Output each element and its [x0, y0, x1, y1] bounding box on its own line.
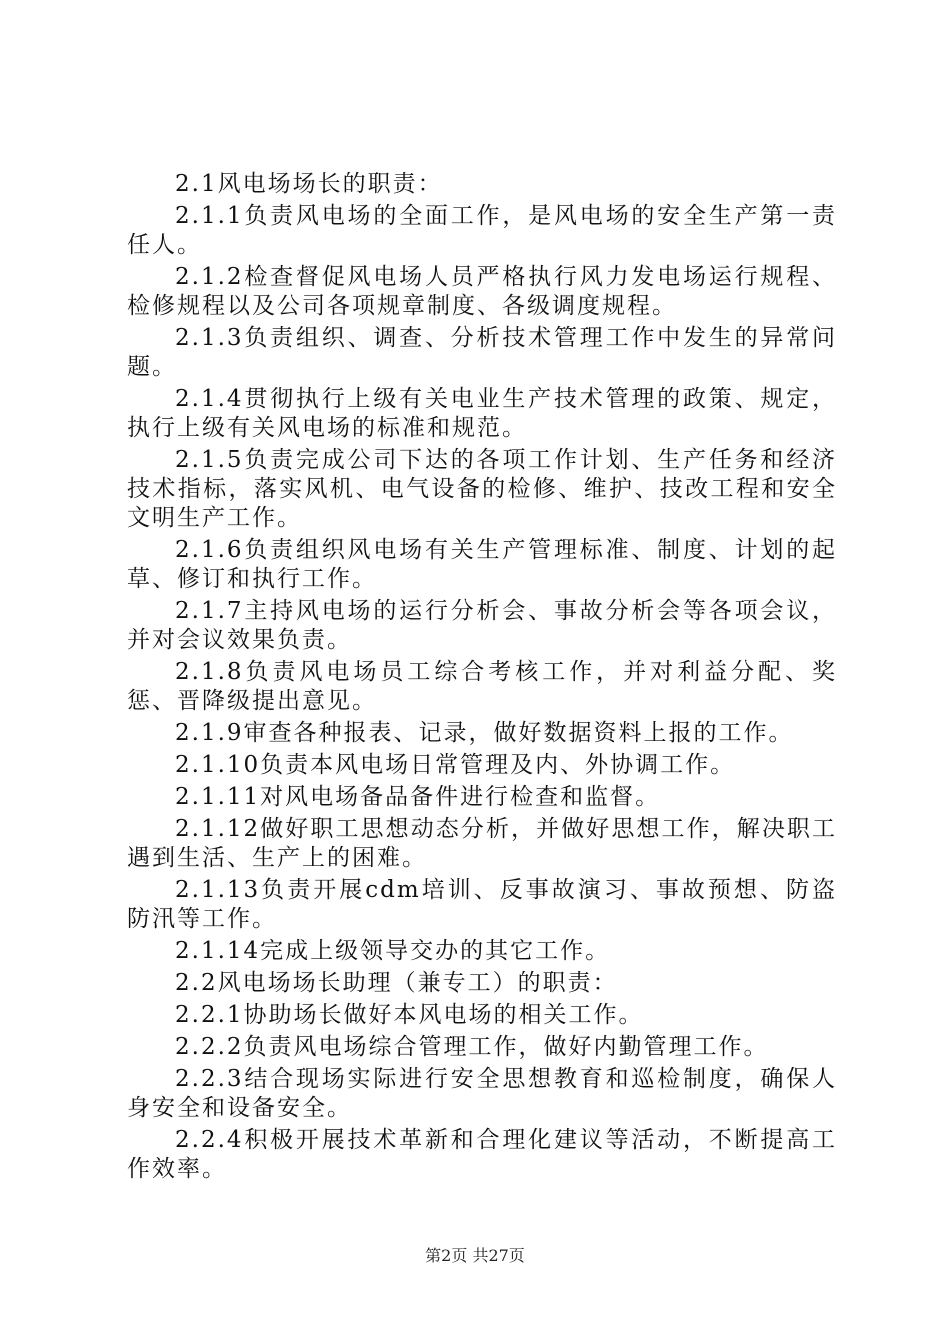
paragraph: 2.1.8负责风电场员工综合考核工作，并对利益分配、奖惩、晋降级提出意见。 — [127, 659, 837, 714]
paragraph: 2.2.4积极开展技术革新和合理化建议等活动，不断提高工作效率。 — [127, 1127, 837, 1182]
paragraph: 2.2.1协助场长做好本风电场的相关工作。 — [175, 1002, 644, 1028]
paragraph: 2.1.11对风电场备品备件进行检查和监督。 — [175, 784, 661, 810]
paragraph: 2.1.1负责风电场的全面工作，是风电场的安全生产第一责任人。 — [127, 203, 837, 258]
paragraph: 2.2.3结合现场实际进行安全思想教育和巡检制度，确保人身安全和设备安全。 — [127, 1066, 837, 1121]
paragraph: 2.1.13负责开展cdm培训、反事故演习、事故预想、防盗防汛等工作。 — [127, 877, 837, 932]
paragraph: 2.1.9审查各种报表、记录，做好数据资料上报的工作。 — [175, 720, 794, 746]
document-body — [127, 170, 837, 1187]
paragraph: 2.1.6负责组织风电场有关生产管理标准、制度、计划的起草、修订和执行工作。 — [127, 537, 837, 592]
paragraph: 2.1.10负责本风电场日常管理及内、外协调工作。 — [175, 752, 736, 778]
paragraph: 2.1风电场场长的职责： — [175, 171, 443, 197]
paragraph: 2.1.2检查督促风电场人员严格执行风力发电场运行规程、检修规程以及公司各项规章制度、各级调度规程。 — [127, 264, 837, 319]
paragraph: 2.1.3负责组织、调查、分析技术管理工作中发生的异常问题。 — [127, 325, 837, 380]
paragraph: 2.1.5负责完成公司下达的各项工作计划、生产任务和经济技术指标，落实风机、电气设备的检修、维护、技改工程和安全文明生产工作。 — [127, 447, 837, 531]
paragraph: 2.1.12做好职工思想动态分析，并做好思想工作，解决职工遇到生活、生产上的困难。 — [127, 816, 837, 871]
paragraph: 2.2.2负责风电场综合管理工作，做好内勤管理工作。 — [175, 1034, 769, 1060]
paragraph: 2.1.14完成上级领导交办的其它工作。 — [175, 938, 611, 964]
paragraph: 2.1.4贯彻执行上级有关电业生产技术管理的政策、规定，执行上级有关风电场的标准和规范。 — [127, 386, 837, 441]
paragraph: 2.1.7主持风电场的运行分析会、事故分析会等各项会议，并对会议效果负责。 — [127, 598, 837, 653]
paragraph: 2.2风电场场长助理（兼专工）的职责： — [175, 970, 618, 996]
page-number-footer: 第2页 共27页 — [425, 1246, 525, 1265]
